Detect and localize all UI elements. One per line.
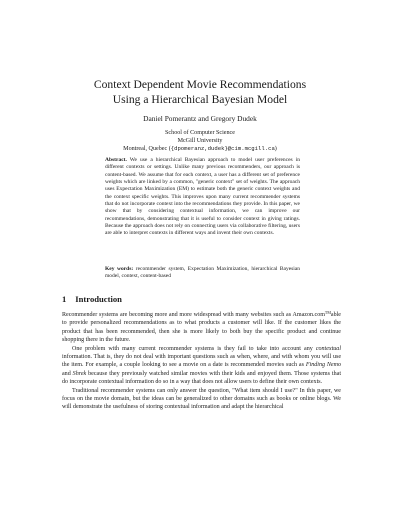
abstract-text: We use a hierarchical Bayesian approach to model user preferences in different contexts or settings. Unlike many previous recommenders, our approach is content-based. We assume that for each context, a user has a different set of preference weights which are linked by a common, "generic context" set of weights. The approach uses Expectation Maximization (EM) to estimate both the generic context weights and the context specific weights. This improves upon many current recommender systems that do not incorporate context into the recommendations they provide. In this paper, we show that by considering contextual information, we can improve our recommendations, demonstrating that it is useful to consider context in giving ratings. Because the approach does not rely on connecting users via collaborative filtering, users are able to interpret contexts in different ways and invent their own contexts. (105, 157, 300, 237)
introduction-body (62, 309, 341, 412)
keywords-text: recommender system, Expectation Maximization, hierarchical Bayesian model, context, content-based (105, 266, 300, 280)
title-line-1: Context Dependent Movie Recommendations (93, 78, 307, 91)
address-emails-open: ( (168, 146, 171, 153)
section-number: 1 (62, 294, 67, 304)
abstract (105, 157, 300, 238)
keywords (105, 266, 300, 281)
title-line-2: Using a Hierarchical Bayesian Model (112, 92, 288, 106)
author-emails: {dpomeranz,dudek}@cim.mcgill.ca (170, 145, 275, 153)
keywords-label: Key words: (105, 266, 134, 272)
abstract-label: Abstract. (105, 157, 127, 163)
affiliation (60, 130, 340, 154)
affiliation-school: School of Computer Science (165, 130, 235, 136)
affiliation-university: McGill University (177, 137, 223, 144)
intro-paragraph-2: One problem with many current recommender systems is they fail to take into account any contextual information. That is, they do not deal with important questions such as when, where, and with whom you will use the item. For example, a couple looking to see a movie on a date is recommended movies such as Finding Nemo and Shrek because they previously watched similar movies with their kids and enjoyed them. Those systems that do incorporate contextual information do so in a way that does not allow users to define their own contexts. (62, 345, 341, 386)
affiliation-address: Montreal, Quebec ({dpomeranz,dudek}@cim.mcgill.ca) (123, 145, 277, 153)
intro-paragraph-3: Traditional recommender systems can only answer the question, "What item should I use?" In this paper, we focus on the movie domain, but the ideas can be generalized to other domains such as books or online blogs. We will demonstrate the usefulness of storing contextual information and adapt the hierarchical (62, 387, 341, 411)
intro-paragraph-1: Recommender systems are becoming more and more widespread with many websites such as Amazon.com™able to provide personalized recommendations as to what products a customer will like. If the customer likes the product that has been recommended, then she is more likely to both buy the specific product and continue shopping there in the future. (62, 310, 341, 344)
paper-title (60, 78, 340, 107)
section-title: Introduction (75, 294, 122, 304)
address-prefix: Montreal, Quebec (123, 146, 168, 153)
section-heading (62, 294, 122, 304)
authors: Daniel Pomerantz and Gregory Dudek (143, 114, 257, 123)
